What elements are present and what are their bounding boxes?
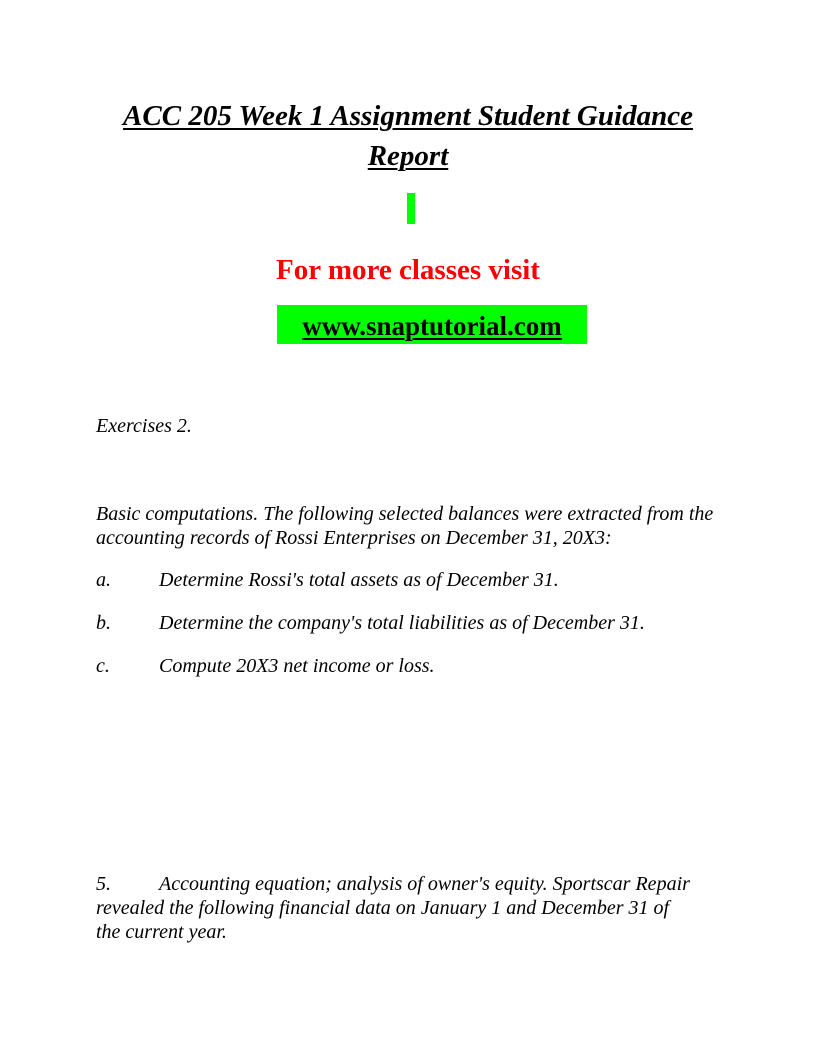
text-cursor-highlight [407, 193, 415, 224]
list-item-text: Compute 20X3 net income or loss. [159, 655, 435, 677]
problem-5-paragraph [96, 872, 696, 944]
problem-5-line1: Accounting equation; analysis of owner's equity. Sportscar [159, 873, 631, 895]
list-marker: a. [96, 569, 111, 591]
snaptutorial-link[interactable]: www.snaptutorial.com [277, 305, 587, 344]
list-item-text: Determine the company's total liabilities as of December 31. [159, 612, 645, 634]
exercises-heading: Exercises 2. [96, 415, 192, 437]
list-item-text: Determine Rossi's total assets as of December 31. [159, 569, 559, 591]
problem-5-rest: Repair revealed the following financial data on January 1 and December 31 of the current year. [96, 873, 690, 943]
list-item-b [96, 611, 736, 635]
document-title: ACC 205 Week 1 Assignment Student Guidance Report [123, 100, 693, 172]
list-marker: c. [96, 655, 110, 677]
promo-text: For more classes visit [276, 254, 540, 286]
list-item-a [96, 568, 736, 592]
list-item-c [96, 654, 736, 678]
intro-paragraph: Basic computations. The following selected balances were extracted from the accounting records of Rossi Enterprises on December 31, 20X3: [96, 503, 714, 549]
list-marker: 5. [96, 873, 111, 895]
list-marker: b. [96, 612, 111, 634]
